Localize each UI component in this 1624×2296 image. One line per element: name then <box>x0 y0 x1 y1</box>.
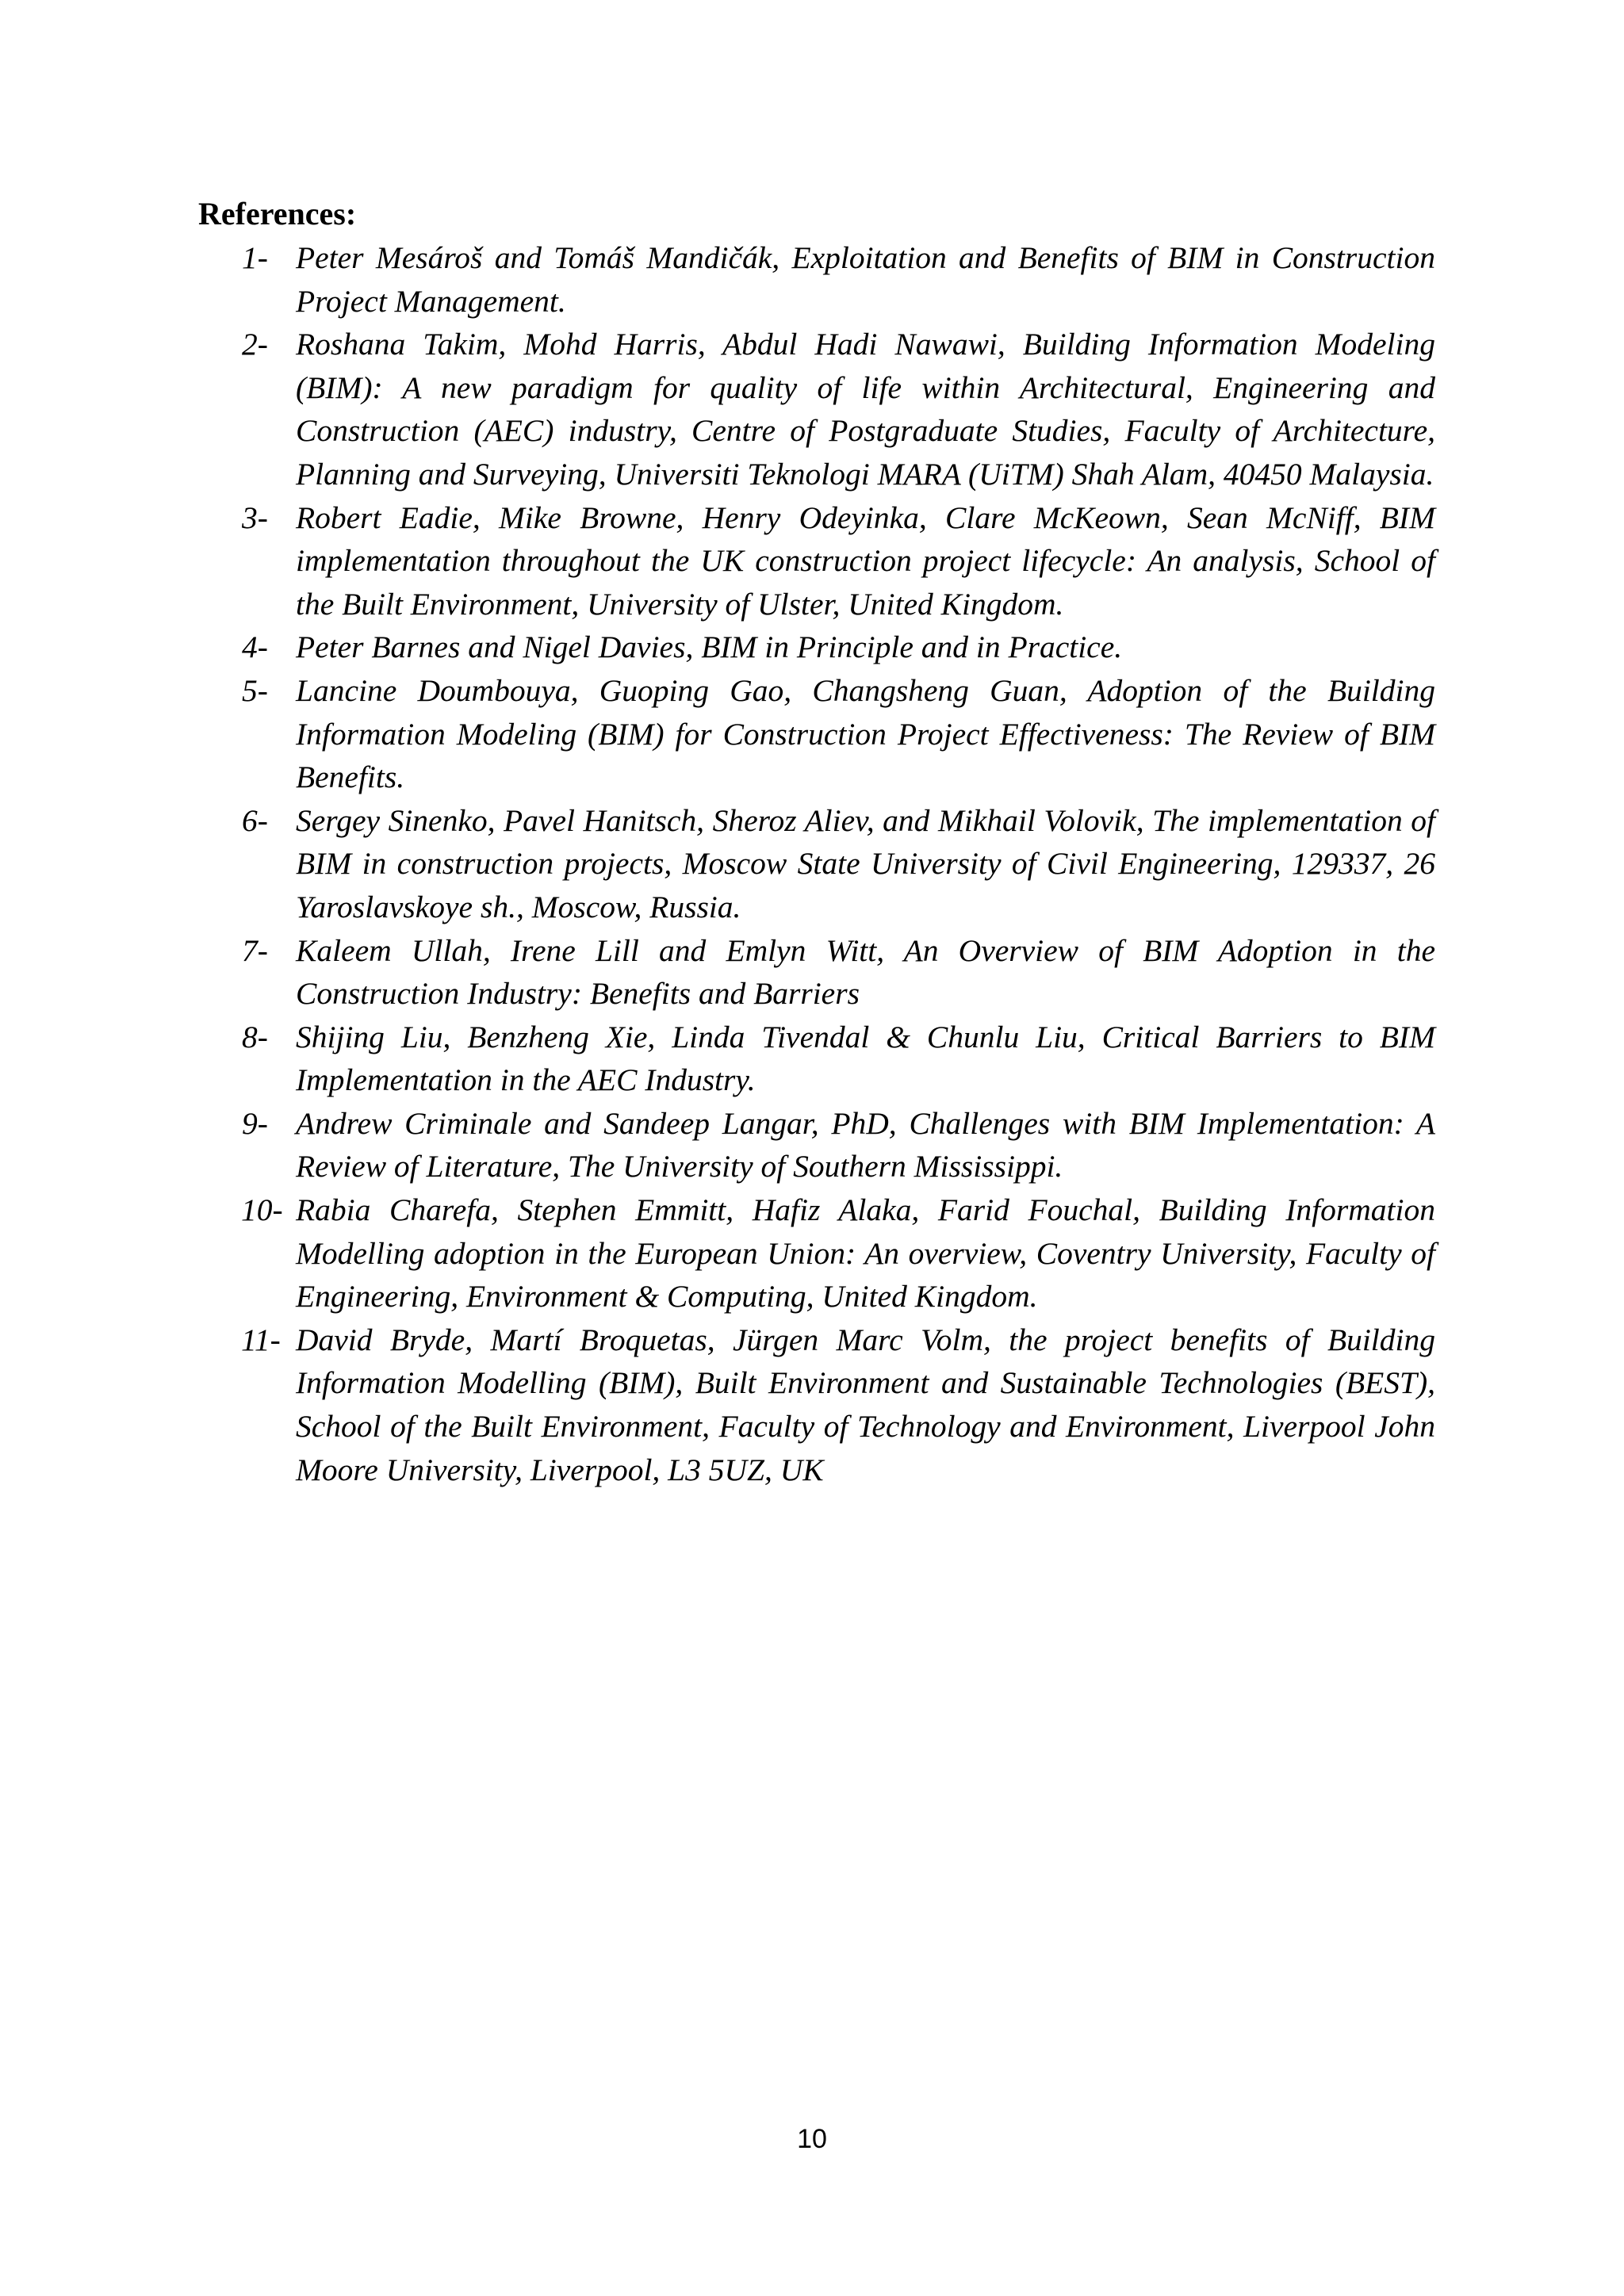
reference-number: 6- <box>242 802 268 838</box>
reference-number: 9- <box>242 1105 268 1141</box>
reference-item <box>198 1016 1435 1102</box>
reference-text: Robert Eadie, Mike Browne, Henry Odeyinka, Clare McKeown, Sean McNiff, BIM implementation throughout the UK construction project lifecycle: An analysis, School of the Built Environment, University of Ulster, United Kingdom. <box>296 499 1435 622</box>
reference-item <box>198 236 1435 323</box>
reference-item <box>198 799 1435 929</box>
reference-item <box>198 1188 1435 1318</box>
reference-item <box>198 669 1435 799</box>
reference-item <box>198 929 1435 1016</box>
reference-number: 8- <box>242 1019 268 1054</box>
reference-number: 2- <box>242 327 268 362</box>
reference-text: Kaleem Ullah, Irene Lill and Emlyn Witt, An Overview of BIM Adoption in the Construction Industry: Benefits and Barriers <box>296 932 1435 1012</box>
reference-text: Sergey Sinenko, Pavel Hanitsch, Sheroz Aliev, and Mikhail Volovik, The implementation of BIM in construction projects, Moscow State University of Civil Engineering, 129337, 26 Yaroslavskoye sh., Moscow, Russia. <box>296 802 1435 924</box>
reference-number: 11- <box>241 1322 281 1357</box>
reference-number: 5- <box>242 672 268 708</box>
reference-number: 4- <box>242 629 268 665</box>
reference-text: Peter Mesároš and Tomáš Mandičák, Exploitation and Benefits of BIM in Construction Project Management. <box>296 240 1435 319</box>
reference-text: Peter Barnes and Nigel Davies, BIM in Principle and in Practice. <box>296 629 1123 665</box>
reference-item <box>198 323 1435 496</box>
reference-item <box>198 626 1435 669</box>
reference-number: 1- <box>242 240 268 275</box>
references-heading: References: <box>198 196 357 232</box>
reference-text: Rabia Charefa, Stephen Emmitt, Hafiz Alaka, Farid Fouchal, Building Information Modelling adoption in the European Union: An overview, Coventry University, Faculty of Engineering, Environment & Computing, United Kingdom. <box>296 1192 1435 1314</box>
reference-item <box>198 1102 1435 1188</box>
reference-item <box>198 1318 1435 1491</box>
reference-text: Andrew Criminale and Sandeep Langar, PhD, Challenges with BIM Implementation: A Review of Literature, The University of Southern Mississippi. <box>296 1105 1435 1184</box>
references-section <box>198 192 1435 1491</box>
reference-item <box>198 496 1435 626</box>
reference-text: Shijing Liu, Benzheng Xie, Linda Tivendal & Chunlu Liu, Critical Barriers to BIM Implementation in the AEC Industry. <box>296 1019 1435 1098</box>
reference-number: 10- <box>241 1192 283 1228</box>
reference-number: 7- <box>242 932 268 968</box>
reference-number: 3- <box>242 499 268 535</box>
reference-text: David Bryde, Martí Broquetas, Jürgen Marc Volm, the project benefits of Building Information Modelling (BIM), Built Environment and Sustainable Technologies (BEST), School of the Built Environment, Faculty of Technology and Environment, Liverpool John Moore University, Liverpool, L3 5UZ, UK <box>296 1322 1435 1487</box>
reference-text: Roshana Takim, Mohd Harris, Abdul Hadi Nawawi, Building Information Modeling (BIM): A new paradigm for quality of life within Architectural, Engineering and Construction (AEC) industry, Centre of Postgraduate Studies, Faculty of Architecture, Planning and Surveying, Universiti Teknologi MARA (UiTM) Shah Alam, 40450 Malaysia. <box>296 327 1435 492</box>
reference-list <box>198 236 1435 1491</box>
page-number: 10 <box>797 2124 827 2154</box>
reference-text: Lancine Doumbouya, Guoping Gao, Changsheng Guan, Adoption of the Building Information Modeling (BIM) for Construction Project Effectiveness: The Review of BIM Benefits. <box>296 672 1435 795</box>
